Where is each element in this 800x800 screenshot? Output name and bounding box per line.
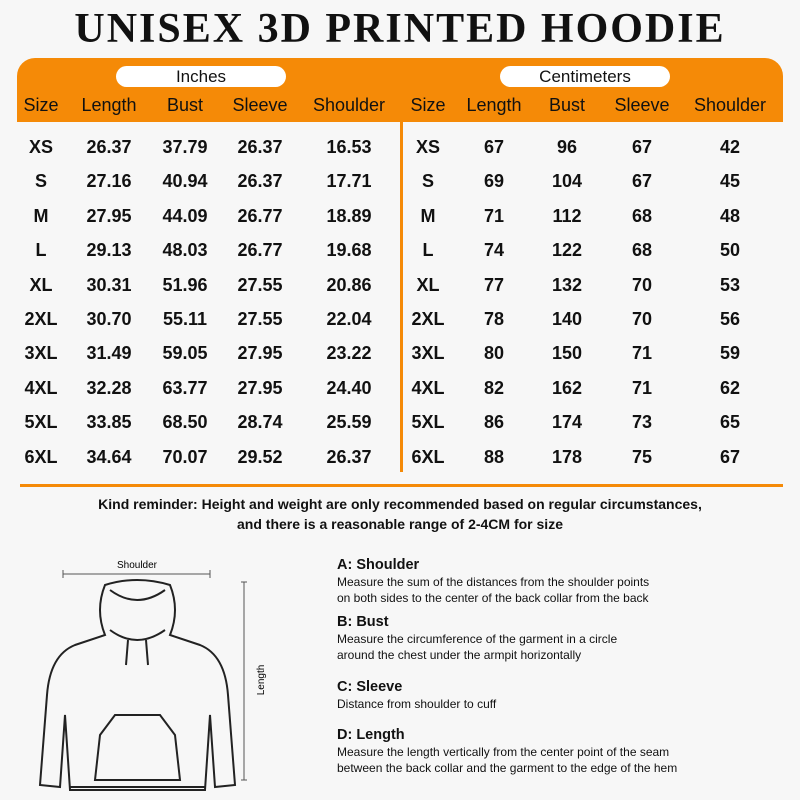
- inches-cell: 68.50: [162, 412, 208, 433]
- inches-cell: 37.79: [162, 137, 208, 157]
- cm-cell: 77: [483, 274, 505, 295]
- inches-cell: 31.49: [86, 343, 132, 364]
- inches-cell: 26.37: [237, 171, 283, 192]
- cm-cell: 5XL: [411, 412, 445, 433]
- cm-cell: 73: [631, 412, 653, 433]
- inches-cell: 51.96: [162, 274, 208, 295]
- measure-text: between the back collar and the garment to the edge of the hem: [337, 761, 678, 775]
- cm-cell: 3XL: [411, 343, 445, 364]
- cm-cell: 82: [483, 377, 505, 398]
- hoodie-diagram: [20, 555, 280, 800]
- inches-cell: 26.37: [326, 446, 372, 467]
- centimeters-label: Centimeters: [500, 66, 670, 87]
- inches-cell: 29.13: [86, 240, 132, 261]
- inches-cell: 22.04: [326, 309, 372, 329]
- cm-cell: 70: [631, 309, 653, 329]
- cm-cell: 2XL: [411, 309, 445, 329]
- page-title: UNISEX 3D PRINTED HOODIE: [74, 6, 726, 52]
- inches-col-header: Size: [23, 95, 59, 115]
- cm-cell: 71: [631, 343, 653, 364]
- reminder-line: and there is a reasonable range of 2-4CM for size: [237, 516, 563, 532]
- cm-col-header: Length: [466, 95, 522, 115]
- cm-cell: 112: [552, 205, 582, 226]
- measure-title: B: Bust: [337, 614, 389, 630]
- inches-cell: 34.64: [86, 446, 132, 467]
- inches-cell: 2XL: [24, 309, 58, 329]
- kind-reminder: [0, 494, 800, 534]
- measure-text: on both sides to the center of the back collar from the back: [337, 591, 649, 605]
- inches-cell: 70.07: [162, 446, 208, 467]
- inches-cell: XL: [29, 274, 53, 295]
- cm-cell: 86: [483, 412, 505, 433]
- inches-cell: 30.31: [86, 274, 132, 295]
- cm-cell: 67: [483, 137, 505, 157]
- cm-cell: 80: [483, 343, 505, 364]
- inches-label: Inches: [116, 66, 286, 87]
- cm-cell: 70: [631, 274, 653, 295]
- inches-cell: 3XL: [24, 343, 58, 364]
- cm-cell: 68: [631, 205, 653, 226]
- cm-cell: S: [421, 171, 435, 192]
- cm-col-header: Size: [410, 95, 446, 115]
- cm-cell: 56: [719, 309, 741, 329]
- inches-cell: 20.86: [326, 274, 372, 295]
- cm-cell: 59: [719, 343, 741, 364]
- inches-cell: 26.37: [86, 137, 132, 157]
- inches-cell: 27.16: [86, 171, 132, 192]
- measure-text: Measure the length vertically from the center point of the seam: [337, 745, 670, 759]
- measure-text: Measure the circumference of the garment in a circle: [337, 632, 618, 646]
- inches-cell: 6XL: [24, 446, 58, 467]
- cm-cell: 42: [719, 137, 741, 157]
- inches-cell: 32.28: [86, 377, 132, 398]
- cm-cell: L: [422, 240, 434, 261]
- cm-cell: 74: [483, 240, 505, 261]
- inches-cell: 55.11: [162, 309, 208, 329]
- inches-cell: 48.03: [162, 240, 208, 261]
- inches-cell: 4XL: [24, 377, 58, 398]
- measure-title: C: Sleeve: [337, 679, 403, 695]
- measure-description: [337, 614, 797, 663]
- inches-col-header: Sleeve: [232, 95, 288, 115]
- inches-cell: 17.71: [326, 171, 372, 192]
- inches-col-header: Bust: [166, 95, 204, 115]
- hoodie-icon: [40, 580, 235, 790]
- cm-cell: 104: [551, 171, 583, 192]
- cm-cell: 174: [551, 412, 583, 433]
- cm-cell: 6XL: [411, 446, 445, 467]
- cm-cell: 150: [551, 343, 583, 364]
- measure-title: A: Shoulder: [337, 557, 420, 573]
- shoulder-label: Shoulder: [116, 560, 158, 571]
- section-divider: [20, 484, 783, 487]
- inches-col-header: Shoulder: [312, 95, 386, 115]
- cm-cell: 62: [719, 377, 741, 398]
- cm-cell: 178: [551, 446, 583, 467]
- length-label: Length: [256, 664, 267, 696]
- cm-col-header: Bust: [548, 95, 586, 115]
- cm-cell: 53: [719, 274, 741, 295]
- inches-cell: L: [35, 240, 47, 261]
- measure-description: [337, 557, 797, 606]
- inches-cell: 26.77: [237, 240, 283, 261]
- cm-cell: 122: [551, 240, 583, 261]
- cm-cell: 96: [556, 137, 578, 157]
- cm-cell: 4XL: [411, 377, 445, 398]
- inches-cell: 16.53: [326, 137, 372, 157]
- cm-cell: 67: [631, 137, 653, 157]
- inches-cell: 19.68: [326, 240, 372, 261]
- inches-cell: 25.59: [326, 412, 372, 433]
- cm-cell: 67: [719, 446, 741, 467]
- inches-cell: 23.22: [326, 343, 372, 364]
- cm-cell: 78: [483, 309, 505, 329]
- inches-cell: 33.85: [86, 412, 132, 433]
- cm-cell: 71: [631, 377, 653, 398]
- cm-cell: 88: [483, 446, 505, 467]
- cm-cell: 69: [483, 171, 505, 192]
- inches-cell: 5XL: [24, 412, 58, 433]
- inches-cell: 27.95: [86, 205, 132, 226]
- cm-cell: 132: [551, 274, 583, 295]
- inches-cell: 27.55: [237, 274, 283, 295]
- inches-cell: 30.70: [86, 309, 132, 329]
- measure-description: [337, 727, 797, 776]
- inches-cell: 44.09: [162, 205, 208, 226]
- cm-cell: 67: [631, 171, 653, 192]
- inches-cell: 24.40: [326, 377, 372, 398]
- cm-cell: 50: [719, 240, 741, 261]
- inches-cell: S: [34, 171, 48, 192]
- cm-cell: 48: [719, 205, 741, 226]
- inches-cell: 63.77: [162, 377, 208, 398]
- cm-col-header: Sleeve: [614, 95, 670, 115]
- measure-description: [337, 679, 797, 712]
- measure-title: D: Length: [337, 727, 405, 743]
- table-header: [17, 58, 783, 122]
- measure-text: Distance from shoulder to cuff: [337, 697, 497, 711]
- cm-cell: 162: [551, 377, 583, 398]
- cm-col-header: Shoulder: [693, 95, 767, 115]
- inches-cell: XS: [28, 137, 54, 157]
- cm-cell: 140: [551, 309, 583, 329]
- inches-cell: 26.37: [237, 137, 283, 157]
- inches-cell: 28.74: [237, 412, 283, 433]
- cm-cell: XS: [415, 137, 441, 157]
- cm-cell: 75: [631, 446, 653, 467]
- inches-cell: 29.52: [237, 446, 283, 467]
- cm-cell: XL: [416, 274, 440, 295]
- inches-cell: M: [33, 205, 49, 226]
- inches-cell: 40.94: [162, 171, 208, 192]
- reminder-line: Kind reminder: Height and weight are only recommended based on regular circumstances,: [98, 496, 702, 512]
- measure-text: around the chest under the armpit horizontally: [337, 648, 582, 662]
- inches-cell: 18.89: [326, 205, 372, 226]
- cm-cell: 68: [631, 240, 653, 261]
- cm-cell: M: [420, 205, 436, 226]
- inches-col-header: Length: [81, 95, 137, 115]
- inches-cell: 27.95: [237, 343, 283, 364]
- inches-cell: 59.05: [162, 343, 208, 364]
- column-divider: [400, 122, 403, 472]
- cm-cell: 71: [483, 205, 505, 226]
- cm-cell: 45: [719, 171, 741, 192]
- cm-cell: 65: [719, 412, 741, 433]
- inches-cell: 27.95: [237, 377, 283, 398]
- inches-cell: 26.77: [237, 205, 283, 226]
- measure-text: Measure the sum of the distances from the shoulder points: [337, 575, 650, 589]
- inches-cell: 27.55: [237, 309, 283, 329]
